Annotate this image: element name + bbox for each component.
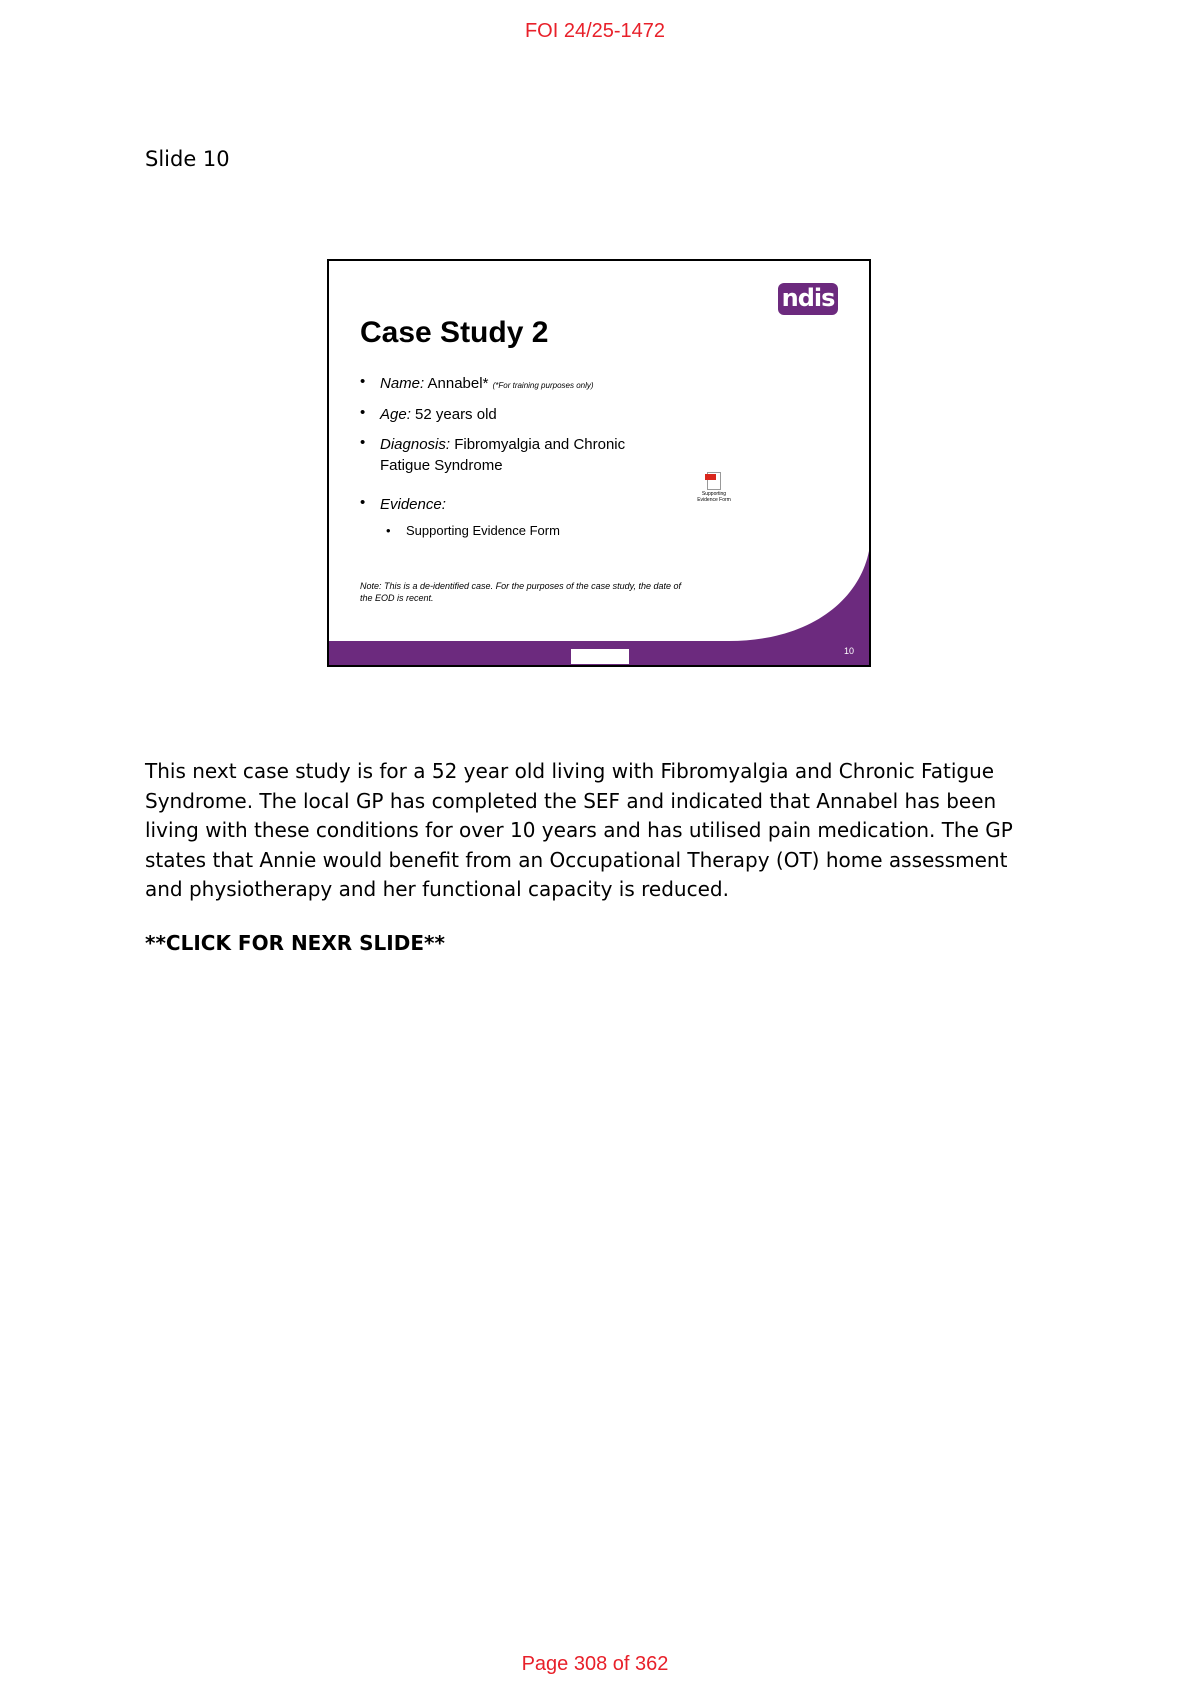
foi-reference: FOI 24/25-1472 [524, 20, 666, 42]
bullet-dot: • [360, 404, 366, 421]
page-number: Page 308 of 362 [521, 1653, 669, 1675]
pdf-file-icon[interactable] [694, 472, 734, 512]
bullet-dot: • [386, 523, 391, 538]
bullet-dot: • [360, 434, 366, 451]
bullet-dot: • [360, 373, 366, 390]
attachment-caption: Supporting Evidence Form [697, 491, 731, 503]
pdf-page-shape [707, 472, 721, 490]
click-next-instruction: **CLICK FOR NEXR SLIDE** [145, 931, 445, 955]
pdf-tag [705, 474, 716, 480]
speaker-notes: This next case study is for a 52 year old living with Fibromyalgia and Chronic Fatigue Syndrome. The local GP has completed the SEF and indicated that Annabel has been living with these conditions for over 10 years and has utilised pain medication. The GP states that Annie would benefit from an Occupational Therapy (OT) home assessment and physiotherapy and her functional capacity is reduced. [145, 759, 1013, 901]
bullet-dot: • [360, 494, 366, 511]
slide-number: 10 [844, 646, 855, 656]
sub-bullet-label: Supporting Evidence Form [406, 523, 560, 538]
slide-footer-box [571, 649, 629, 664]
bullet-label: Age: [380, 406, 411, 423]
bullet-label: Name: [380, 375, 425, 392]
slide-note: Note: This is a de-identified case. For the purposes of the case study, the date of the EOD is recent. [360, 581, 682, 603]
bullet-value: Fibromyalgia and Chronic Fatigue Syndrome [380, 436, 626, 474]
slide-label: Slide 10 [145, 147, 230, 171]
bullet-value: Annabel* [424, 375, 489, 392]
bullet-label: Diagnosis: [380, 436, 451, 453]
slide-thumbnail [327, 259, 871, 667]
bullet-value: 52 years old [410, 406, 497, 423]
slide-title: Case Study 2 [360, 316, 549, 349]
ndis-logo: ndis [778, 283, 838, 315]
bullet-note: (*For training purposes only) [492, 381, 594, 390]
bullet-label: Evidence: [380, 496, 446, 513]
